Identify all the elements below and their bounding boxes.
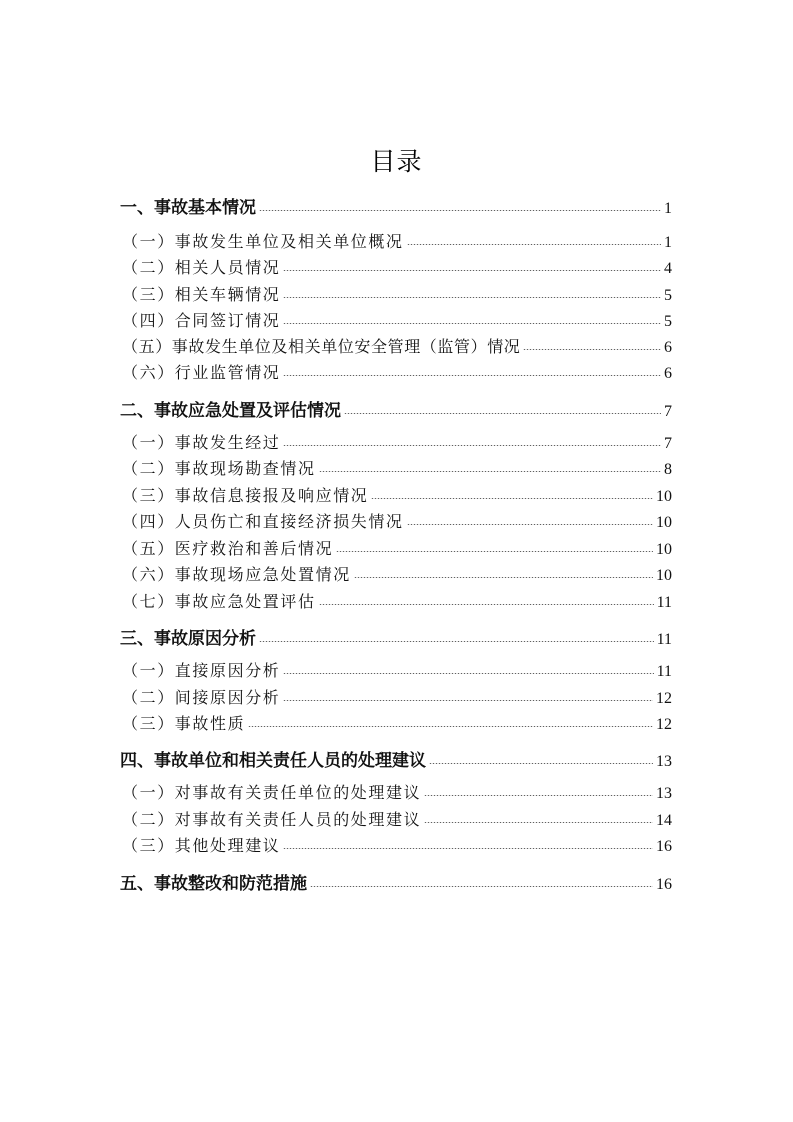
dot-leader [283,687,653,703]
toc-page-number: 6 [664,365,672,382]
toc-page-number: 7 [664,403,672,420]
toc-page-number: 10 [656,567,672,584]
toc-subsection[interactable] [122,334,672,357]
dot-leader [283,284,661,300]
toc-subsection-label: （二）间接原因分析 [122,688,281,707]
toc-section[interactable] [120,396,672,421]
toc-page-number: 10 [656,488,672,505]
dot-leader [283,362,661,378]
toc-page-number: 1 [664,200,672,217]
toc-page-number: 12 [656,716,672,733]
toc-subsection-label: （一）直接原因分析 [122,661,281,680]
toc-subsection[interactable] [122,807,672,830]
dot-leader [319,458,661,474]
dot-leader [344,399,661,416]
toc-subsection-label: （五）事故发生单位及相关单位安全管理（监管）情况 [122,337,521,356]
toc-subsection[interactable] [122,833,672,856]
toc-section-label: 一、事故基本情况 [120,198,256,218]
toc-page-number: 5 [664,287,672,304]
toc-subsection-label: （三）其他处理建议 [122,836,281,855]
toc-subsection[interactable] [122,360,672,383]
toc-subsection[interactable] [122,229,672,252]
dot-leader [259,196,661,213]
toc-subsection[interactable] [122,589,672,612]
toc-page-number: 5 [664,313,672,330]
toc-section[interactable] [120,624,672,649]
toc-subsection-label: （一）事故发生单位及相关单位概况 [122,232,404,251]
toc-subsection-label: （二）对事故有关责任人员的处理建议 [122,810,422,829]
toc-section-label: 三、事故原因分析 [120,629,256,649]
toc-subsection[interactable] [122,509,672,532]
dot-leader [319,591,654,607]
dot-leader [354,564,653,580]
toc-subsection[interactable] [122,685,672,708]
toc-page-number: 12 [656,690,672,707]
toc-section[interactable] [120,746,672,771]
toc-section[interactable] [120,193,672,218]
toc-page-number: 13 [656,785,672,802]
toc-subsection[interactable] [122,711,672,734]
dot-leader [424,782,653,798]
toc-subsection-label: （三）事故信息接报及响应情况 [122,486,369,505]
toc-subsection-label: （四）人员伤亡和直接经济损失情况 [122,512,404,531]
toc-subsection[interactable] [122,562,672,585]
toc-subsection[interactable] [122,456,672,479]
toc-section-label: 五、事故整改和防范措施 [120,874,307,894]
toc-page-number: 11 [656,631,672,648]
toc-subsection[interactable] [122,536,672,559]
toc-subsection-label: （三）相关车辆情况 [122,285,281,304]
toc-subsection-label: （五）医疗救治和善后情况 [122,539,334,558]
dot-leader [283,835,653,851]
toc-page-number: 11 [656,594,672,611]
toc-subsection[interactable] [122,255,672,278]
toc-title: 目录 [370,147,423,176]
toc-page-number: 16 [656,838,672,855]
toc-page-number: 6 [664,339,672,356]
dot-leader [429,749,653,766]
dot-leader [336,538,653,554]
toc-subsection[interactable] [122,483,672,506]
toc-page-number: 8 [664,461,672,478]
dot-leader [248,713,653,729]
toc-page-number: 7 [664,435,672,452]
dot-leader [371,485,653,501]
toc-subsection[interactable] [122,282,672,305]
toc-page-number: 10 [656,541,672,558]
toc-subsection-label: （二）事故现场勘查情况 [122,459,316,478]
toc-page-number: 14 [656,812,672,829]
toc-page-number: 1 [664,234,672,251]
dot-leader [283,660,653,676]
toc-subsection-label: （六）行业监管情况 [122,363,281,382]
toc-section-label: 二、事故应急处置及评估情况 [120,401,341,421]
toc-subsection[interactable] [122,308,672,331]
toc-subsection-label: （三）事故性质 [122,714,246,733]
toc-subsection-label: （四）合同签订情况 [122,311,281,330]
toc-page-number: 11 [656,663,672,680]
toc-subsection[interactable] [122,780,672,803]
toc-page-number: 10 [656,514,672,531]
dot-leader [283,310,661,326]
dot-leader [283,257,661,273]
toc-section-label: 四、事故单位和相关责任人员的处理建议 [120,751,426,771]
toc-section[interactable] [120,869,672,894]
dot-leader [523,336,661,352]
toc-subsection-label: （一）对事故有关责任单位的处理建议 [122,783,422,802]
toc-page-number: 16 [656,876,672,893]
toc-subsection-label: （七）事故应急处置评估 [122,592,316,611]
dot-leader [310,872,653,889]
dot-leader [424,809,653,825]
toc-subsection-label: （六）事故现场应急处置情况 [122,565,351,584]
toc-subsection[interactable] [122,430,672,453]
dot-leader [283,432,661,448]
toc-page-number: 13 [656,753,672,770]
toc-page-number: 4 [664,260,672,277]
dot-leader [407,511,653,527]
dot-leader [407,231,661,247]
dot-leader [259,627,654,644]
toc-subsection[interactable] [122,658,672,681]
toc-subsection-label: （一）事故发生经过 [122,433,281,452]
toc-subsection-label: （二）相关人员情况 [122,258,281,277]
